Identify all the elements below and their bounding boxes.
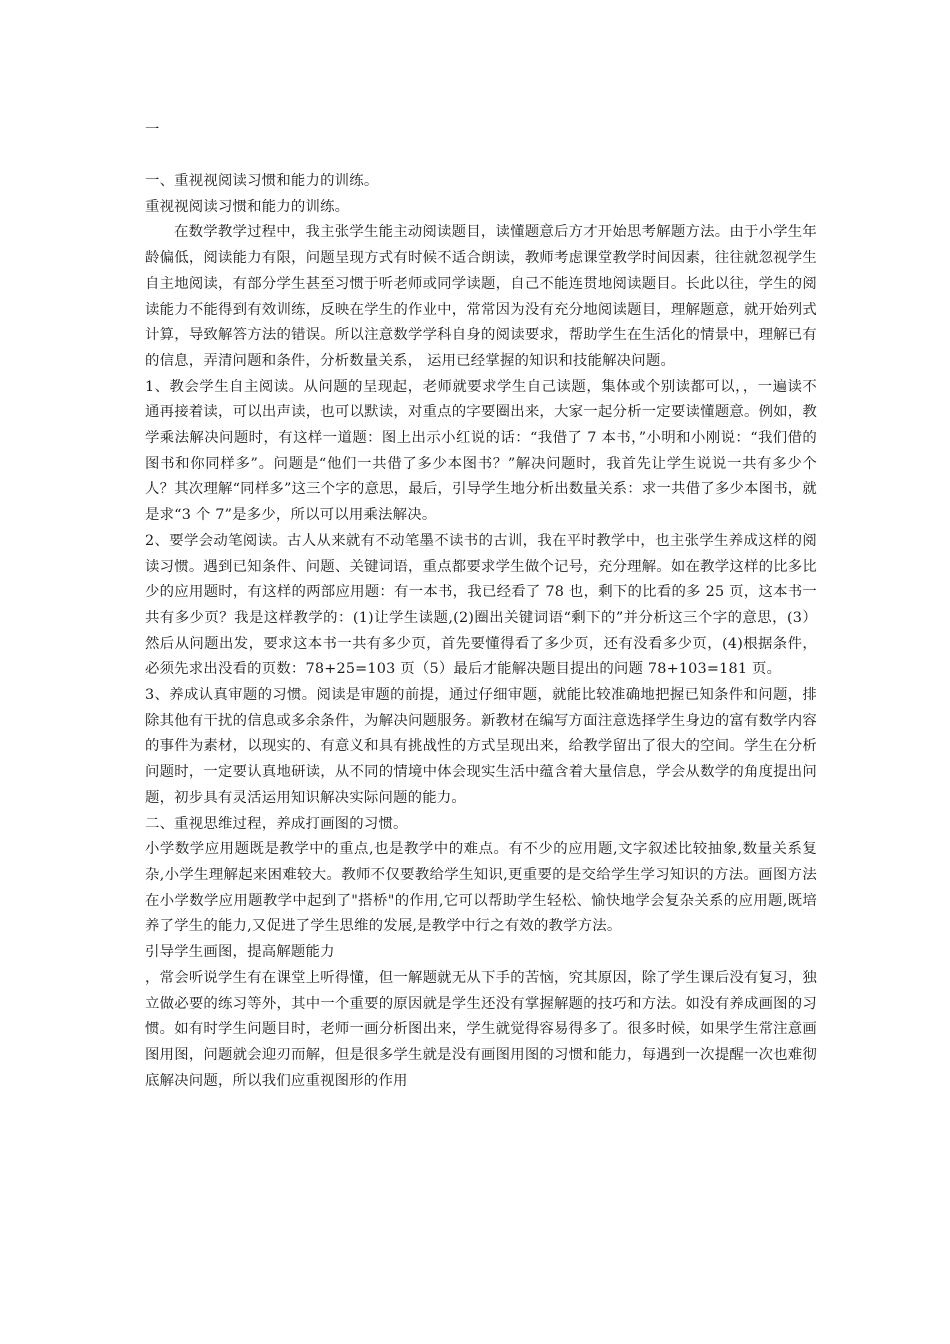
paragraph-drawing-method: 小学数学应用题既是教学中的重点,也是教学中的难点。有不少的应用题,文字叙述比较抽象,数量关系复杂,小学生理解起来困难较大。教师不仅要教给学生知识,更重要的是交给学生学习知识的方法。画图方法在小学数学应用题教学中起到了"搭桥"的作用,它可以帮助学生轻松、愉快地学会复杂关系的应用题,既培养了学生的能力,又促进了学生思维的发展,是教学中行之有效的教学方法。: [145, 841, 817, 935]
section-subheading-1: 重视视阅读习惯和能力的训练。: [145, 198, 350, 215]
paragraph-drawing-habit: ，常会听说学生有在课堂上听得懂，但一解题就无从下手的苦恼，究其原因，除了学生课后没有复习，独立做必要的练习等外，其中一个重要的原因就是学生还没有掌握解题的技巧和方法。如没有养成画图的习惯。如有时学生问题目时，老师一画分析图出来，学生就觉得容易得多了。很多时候，如果学生常注意画图用图，问题就会迎刃而解，但是很多学生就是没有画图用图的习惯和能力，每遇到一次提醒一次也难彻底解决问题，所以我们应重视图形的作用: [145, 969, 817, 1089]
paragraph-intro: 在数学教学过程中，我主张学生能主动阅读题目，读懂题意后方才开始思考解题方法。由于小学生年龄偏低，阅读能力有限，问题呈现方式有时候不适合朗读，教师考虑课堂教学时间因素，往往就忽视学生自主地阅读，有部分学生甚至习惯于听老师或同学读题，自己不能连贯地阅读题目。长此以往，学生的阅读能力不能得到有效训练，反映在学生的作业中，常常因为没有充分地阅读题目，理解题意，就开始列式计算，导致解答方法的错误。所以注意数学学科自身的阅读要求，帮助学生在生活化的情景中，理解已有的信息，弄清问题和条件，分析数量关系， 运用已经掌握的知识和技能解决问题。: [145, 224, 817, 369]
document-body: [145, 118, 817, 1094]
section-heading-2: 二、重视思维过程，养成打画图的习惯。: [145, 815, 408, 832]
paragraph-point-1: 1、教会学生自主阅读。从问题的呈现起，老师就要求学生自己读题，集体或个别读都可以，，一遍读不通再接着读，可以出声读，也可以默读，对重点的字要圈出来，大家一起分析一定要读懂题意。例如，教学乘法解决问题时，有这样一道题：图上出示小红说的话：“我借了 7 本书，”小明和小刚说：“我们借的图书和你同样多”。问题是“他们一共借了多少本图书？”解决问题时，我首先让学生说说一共有多少个人？其次理解“同样多”这三个字的意思，最后，引导学生地分析出数量关系：求一共借了多少本图书，就是求“3 个 7”是多少，所以可以用乘法解决。: [145, 378, 817, 524]
section-heading-1: 一、重视视阅读习惯和能力的训练。: [145, 173, 379, 189]
top-mark: 一: [145, 122, 160, 138]
paragraph-point-2: 2、要学会动笔阅读。古人从来就有不动笔墨不读书的古训，我在平时教学中，也主张学生养成这样的阅读习惯。遇到已知条件、问题、关键词语，重点都要求学生做个记号，充分理解。如在教学这样的比多比少的应用题时，有这样的两部应用题：有一本书，我已经看了 78 也，剩下的比看的多 25 页，这本书一共有多少页？我是这样教学的：(1)让学生读题,(2)圈出关键词语“剩下的”并分析这三个字的意思，(3）然后从问题出发，要求这本书一共有多少页，首先要懂得看了多少页，还有没看多少页，(4)根据条件，必须先求出没看的页数：78+25=103 页（5）最后才能解决题目提出的问题 78+103=181 页。: [145, 532, 817, 678]
paragraph-point-3: 3、养成认真审题的习惯。阅读是审题的前提，通过仔细审题，就能比较准确地把握已知条件和问题，排除其他有干扰的信息或多余条件，为解决问题服务。新教材在编写方面注意选择学生身边的富有数学内容的事件为素材，以现实的、有意义和具有挑战性的方式呈现出来，给教学留出了很大的空间。学生在分析问题时，一定要认真地研读，从不同的情境中体会现实生活中蕴含着大量信息，学会从数学的角度提出问题，初步具有灵活运用知识解决实际问题的能力。: [145, 687, 817, 806]
section-subheading-2: 引导学生画图，提高解题能力: [145, 944, 335, 961]
